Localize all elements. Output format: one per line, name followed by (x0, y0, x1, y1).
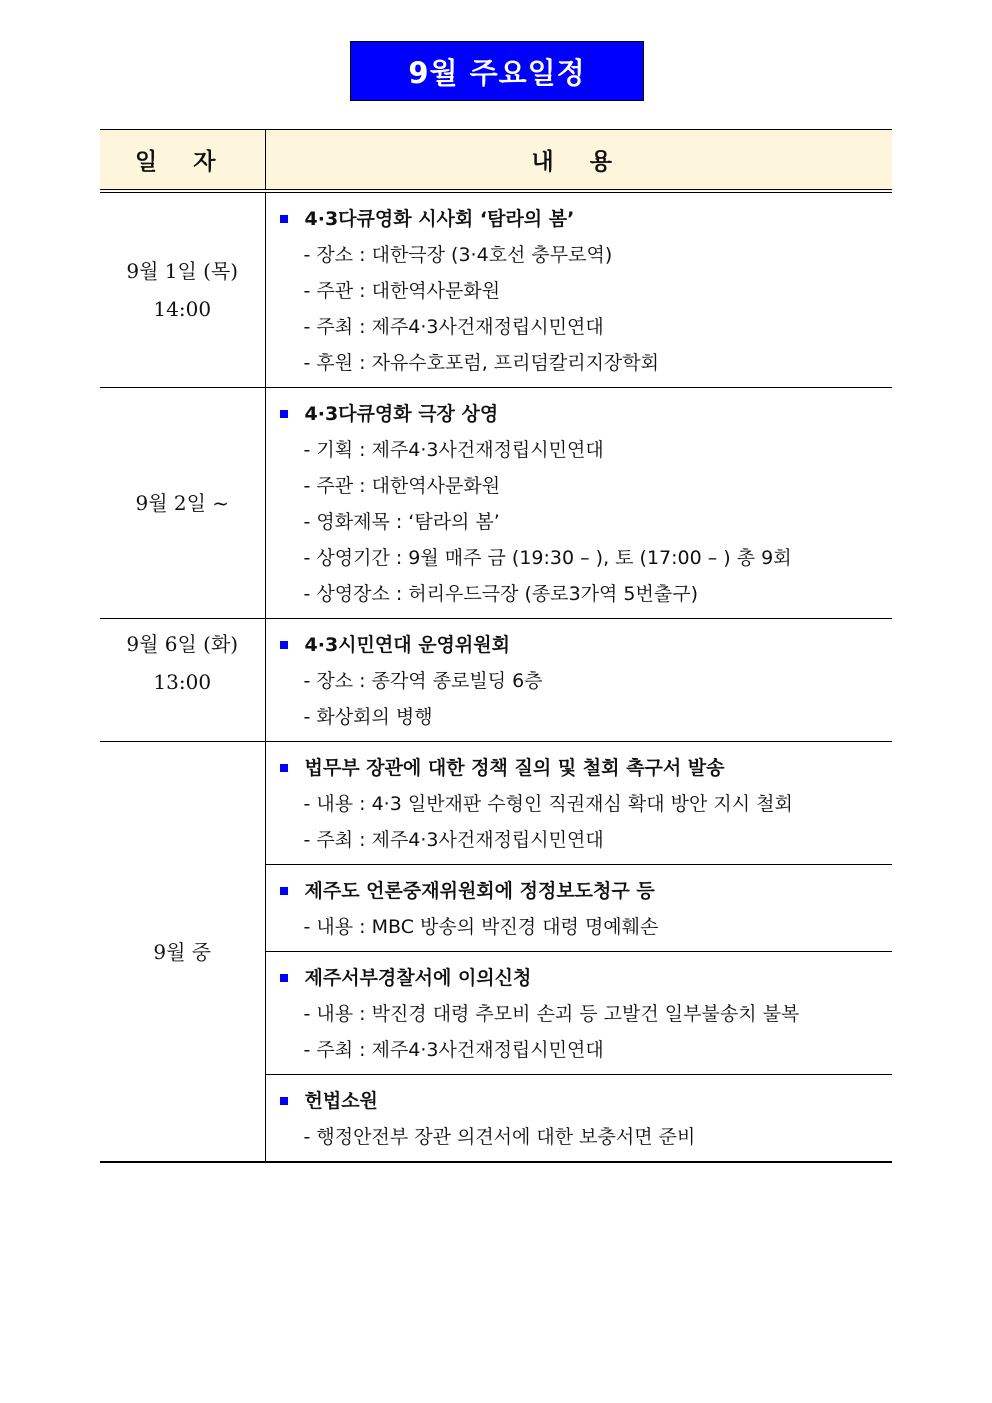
content-cell (265, 191, 892, 388)
content-cell (265, 388, 892, 619)
event-detail: - 내용 : 4·3 일반재판 수형인 직권재심 확대 방안 지시 철회 (278, 786, 893, 822)
date-cell (100, 191, 265, 388)
date-cell (100, 619, 265, 742)
date-line: 9월 2일 ~ (135, 491, 230, 515)
event-detail: - 기획 : 제주4·3사건재정립시민연대 (278, 432, 893, 468)
date-cell (100, 742, 265, 1163)
event-title: 제주도 언론중재위원회에 정정보도청구 등 (278, 873, 893, 909)
square-bullet-icon (280, 1097, 288, 1105)
event-detail: - 주최 : 제주4·3사건재정립시민연대 (278, 309, 893, 345)
square-bullet-icon (280, 641, 288, 649)
event-detail: - 영화제목 : ‘탐라의 봄’ (278, 504, 893, 540)
title-box (350, 41, 644, 101)
square-bullet-icon (280, 764, 288, 772)
event-detail: - 주관 : 대한역사문화원 (278, 468, 893, 504)
page-title: 9월 주요일정 (408, 55, 586, 90)
event-group (266, 951, 893, 1074)
date-column-header: 일 자 (100, 130, 265, 192)
date-line: 9월 6일 (화) (126, 632, 239, 656)
event-group (266, 742, 893, 864)
square-bullet-icon (280, 974, 288, 982)
event-detail: - 내용 : 박진경 대령 추모비 손괴 등 고발건 일부불송치 불복 (278, 996, 893, 1032)
schedule-row (100, 388, 892, 619)
event-detail: - 장소 : 대한극장 (3·4호선 충무로역) (278, 237, 893, 273)
event-detail: - 주최 : 제주4·3사건재정립시민연대 (278, 822, 893, 858)
square-bullet-icon (280, 410, 288, 418)
event-detail: - 주최 : 제주4·3사건재정립시민연대 (278, 1032, 893, 1068)
event-detail: - 행정안전부 장관 의견서에 대한 보충서면 준비 (278, 1119, 893, 1155)
date-line: 9월 1일 (목) (126, 259, 239, 283)
event-detail: - 주관 : 대한역사문화원 (278, 273, 893, 309)
event-group (266, 619, 893, 741)
event-title: 4·3다큐영화 극장 상영 (278, 396, 893, 432)
date-line: 9월 중 (153, 939, 212, 964)
schedule-row (100, 191, 892, 388)
event-detail: - 상영장소 : 허리우드극장 (종로3가역 5번출구) (278, 576, 893, 612)
event-title: 헌법소원 (278, 1083, 893, 1119)
event-detail: - 후원 : 자유수호포럼, 프리덤칼리지장학회 (278, 345, 893, 381)
event-group (266, 864, 893, 951)
header-row (100, 130, 892, 192)
schedule-row (100, 619, 892, 742)
schedule-table (100, 129, 892, 1163)
event-title: 법무부 장관에 대한 정책 질의 및 철회 촉구서 발송 (278, 750, 893, 786)
event-title: 4·3다큐영화 시사회 ‘탐라의 봄’ (278, 201, 893, 237)
square-bullet-icon (280, 215, 288, 223)
event-group (266, 388, 893, 618)
time-line: 13:00 (153, 670, 212, 694)
event-detail: - 화상회의 병행 (278, 699, 893, 735)
event-detail: - 내용 : MBC 방송의 박진경 대령 명예훼손 (278, 909, 893, 945)
content-cell (265, 742, 892, 1163)
event-detail: - 상영기간 : 9월 매주 금 (19:30 – ), 토 (17:00 – ) 총 9회 (278, 540, 893, 576)
content-column-header: 내 용 (265, 130, 892, 192)
square-bullet-icon (280, 887, 288, 895)
schedule-row (100, 742, 892, 1163)
event-detail: - 장소 : 종각역 종로빌딩 6층 (278, 663, 893, 699)
event-group (266, 193, 893, 387)
date-cell (100, 388, 265, 619)
event-title: 4·3시민연대 운영위원회 (278, 627, 893, 663)
content-cell (265, 619, 892, 742)
event-title: 제주서부경찰서에 이의신청 (278, 960, 893, 996)
event-group (266, 1074, 893, 1161)
time-line: 14:00 (153, 297, 212, 321)
